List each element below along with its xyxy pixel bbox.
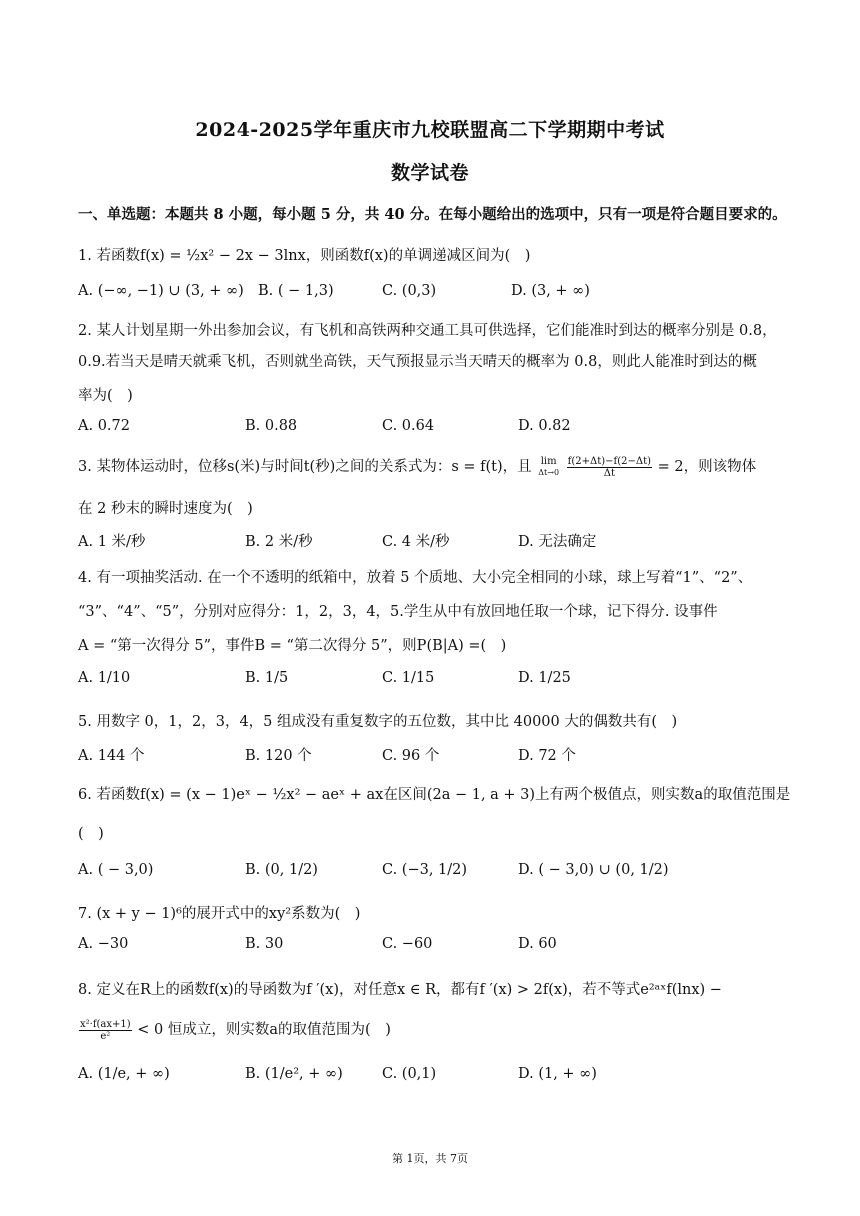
- q4-option-c: C. 1/15: [382, 670, 435, 686]
- question-4-line-3: A = “第一次得分 5”，事件B = “第二次得分 5”，则P(B|A) =( ): [78, 638, 507, 654]
- section-heading: 一、单选题：本题共 8 小题，每小题 5 分，共 40 分。在每小题给出的选项中，只有一项是符合题目要求的。: [78, 206, 787, 223]
- q4-option-d: D. 1/25: [518, 670, 571, 686]
- q1-option-d: D. (3, + ∞): [511, 283, 590, 299]
- question-4-line-2: “3”、“4”、“5”，分别对应得分：1，2，3，4，5.学生从中有放回地任取一个球，记下得分. 设事件: [78, 604, 718, 620]
- q7-option-b: B. 30: [245, 936, 284, 952]
- page-footer: 第 1页，共 7页: [392, 1152, 468, 1165]
- q2-option-c: C. 0.64: [382, 418, 435, 434]
- limit-subscript: Δt→0: [538, 468, 560, 477]
- q5-option-a: A. 144 个: [78, 748, 145, 764]
- q5-option-b: B. 120 个: [245, 748, 312, 764]
- q6-option-b: B. (0, 1/2): [245, 862, 318, 878]
- question-7-line-1: 7. (x + y − 1)⁶的展开式中的xy²系数为( ): [78, 906, 361, 922]
- question-3-line-2: 在 2 秒末的瞬时速度为( ): [78, 501, 253, 517]
- q5-option-c: C. 96 个: [382, 748, 440, 764]
- q5-option-d: D. 72 个: [518, 748, 576, 764]
- q8-fraction-numerator: x²·f(ax+1): [80, 1018, 131, 1030]
- q8-option-a: A. (1/e, + ∞): [78, 1066, 170, 1082]
- q8-option-b: B. (1/e², + ∞): [245, 1066, 343, 1082]
- limit-numerator: f(2+Δt)−f(2−Δt): [567, 455, 652, 467]
- q8-option-d: D. (1, + ∞): [518, 1066, 597, 1082]
- q8-fraction: [79, 1019, 132, 1042]
- q7-option-d: D. 60: [518, 936, 557, 952]
- question-2-line-2: 0.9.若当天是晴天就乘飞机，否则就坐高铁，天气预报显示当天晴天的概率为 0.8，则此人能准时到达的概: [78, 354, 757, 370]
- q8-option-c: C. (0,1): [382, 1066, 437, 1082]
- q1-option-c: C. (0,3): [382, 283, 437, 299]
- q2-option-a: A. 0.72: [78, 418, 130, 434]
- question-8-line-1: 8. 定义在R上的函数f(x)的导函数为f ′(x)，对任意x ∈ R，都有f ′(x) > 2f(x)，若不等式e²ᵃˣf(lnx) −: [78, 982, 722, 998]
- question-6-line-1: 6. 若函数f(x) = (x − 1)eˣ − ½x² − aeˣ + ax在区间(2a − 1, a + 3)上有两个极值点，则实数a的取值范围是: [78, 787, 791, 803]
- question-5-line-1: 5. 用数字 0，1，2，3，4，5 组成没有重复数字的五位数，其中比 40000 大的偶数共有( ): [78, 714, 678, 730]
- question-2-line-1: 2. 某人计划星期一外出参加会议，有飞机和高铁两种交通工具可供选择，它们能准时到达的概率分别是 0.8，: [78, 323, 777, 339]
- page-title: 2024-2025学年重庆市九校联盟高二下学期期中考试: [195, 119, 665, 141]
- q8-text: < 0 恒成立，则实数a的取值范围为( ): [137, 1022, 391, 1038]
- question-2-line-3: 率为( ): [78, 388, 133, 404]
- q3-text: 3. 某物体运动时，位移s(米)与时间t(秒)之间的关系式为：s = f(t)，且: [78, 459, 532, 475]
- limit-fraction: [567, 456, 652, 479]
- q4-option-a: A. 1/10: [78, 670, 131, 686]
- q6-option-d: D. ( − 3,0) ∪ (0, 1/2): [518, 862, 669, 878]
- question-6-line-2: ( ): [78, 826, 104, 842]
- q1-option-b: B. ( − 1,3): [258, 283, 334, 299]
- q3-option-b: B. 2 米/秒: [245, 534, 313, 550]
- q3-option-d: D. 无法确定: [518, 534, 597, 550]
- q6-option-a: A. ( − 3,0): [78, 862, 154, 878]
- question-8-line-2: [78, 1018, 788, 1042]
- q8-fraction-denominator: e²: [100, 1030, 111, 1042]
- q7-option-c: C. −60: [382, 936, 433, 952]
- page-subtitle: 数学试卷: [390, 162, 469, 184]
- limit-denominator: Δt: [603, 467, 615, 479]
- question-1-line-1: 1. 若函数f(x) = ½x² − 2x − 3lnx，则函数f(x)的单调递减区间为( ): [78, 248, 531, 264]
- limit-expression: lim Δt→0: [538, 456, 560, 477]
- limit-tail: = 2，则该物体: [657, 459, 757, 475]
- q7-option-a: A. −30: [78, 936, 129, 952]
- q4-option-b: B. 1/5: [245, 670, 289, 686]
- q3-option-c: C. 4 米/秒: [382, 534, 450, 550]
- q6-option-c: C. (−3, 1/2): [382, 862, 468, 878]
- q2-option-b: B. 0.88: [245, 418, 298, 434]
- q2-option-d: D. 0.82: [518, 418, 571, 434]
- question-3-line-1: [78, 455, 788, 479]
- q1-option-a: A. (−∞, −1) ∪ (3, + ∞): [78, 283, 244, 299]
- question-4-line-1: 4. 有一项抽奖活动. 在一个不透明的纸箱中，放着 5 个质地、大小完全相同的小球，球上写着“1”、“2”、: [78, 570, 753, 586]
- q3-option-a: A. 1 米/秒: [78, 534, 146, 550]
